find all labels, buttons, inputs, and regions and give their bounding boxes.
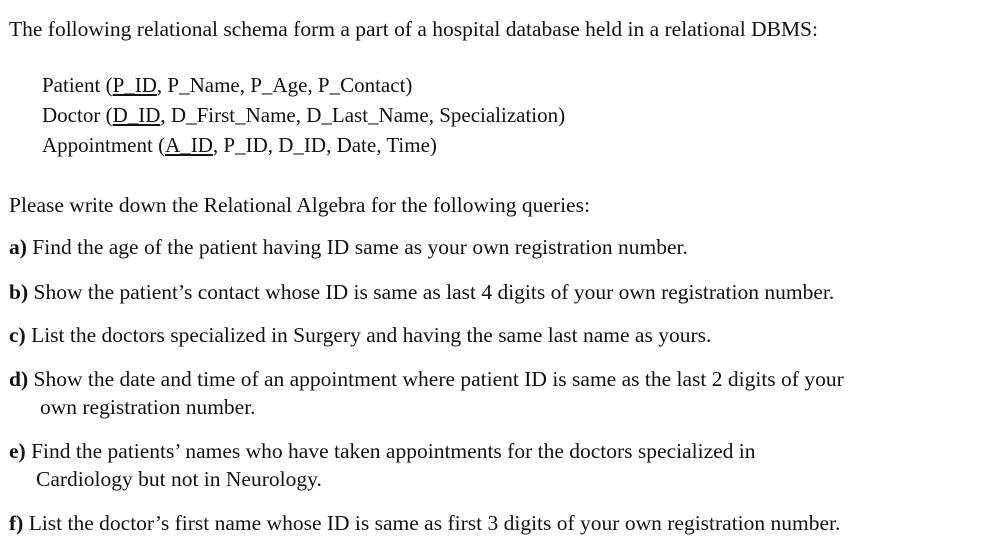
relation-name: Doctor [42,103,101,127]
primary-key: D_ID [112,103,161,127]
schema-doctor: Doctor (D_ID, D_First_Name, D_Last_Name, Specialization) [42,103,566,127]
question-e-continuation: Cardiology but not in Neurology. [36,467,322,491]
question-d-continuation: own registration number. [40,395,256,419]
question-label: b) [9,280,29,304]
instruction-text: Please write down the Relational Algebra for the following queries: [9,193,590,217]
question-d [9,366,844,392]
question-text: Show the patient’s contact whose ID is same as last 4 digits of your own registration number. [28,280,835,304]
attribute-list: , P_ID, D_ID, Date, Time) [212,133,437,157]
question-text: List the doctors specialized in Surgery and having the same last name as yours. [25,323,712,347]
question-text: Find the age of the patient having ID same as your own registration number. [26,235,688,259]
question-e [9,438,756,464]
question-label: e) [9,439,26,463]
question-label: d) [9,367,29,391]
primary-key: P_ID [112,73,157,97]
question-text: Find the patients’ names who have taken appointments for the doctors specialized in [25,439,756,463]
question-label: a) [9,235,27,259]
relation-name: Appointment [42,133,153,157]
intro-text: The following relational schema form a part of a hospital database held in a relational DBMS: [9,17,818,41]
question-a [9,234,688,260]
question-text: List the doctor’s first name whose ID is same as first 3 digits of your own registration number. [23,511,841,535]
schema-patient: Patient (P_ID, P_Name, P_Age, P_Contact) [42,73,413,97]
schema-appointment: Appointment (A_ID, P_ID, D_ID, Date, Time) [42,133,437,157]
primary-key: A_ID [165,133,213,157]
question-label: f) [9,511,24,535]
relation-name: Patient [42,73,101,97]
question-c [9,322,711,348]
question-label: c) [9,323,26,347]
question-f [9,510,840,536]
question-text: Show the date and time of an appointment where patient ID is same as the last 2 digits of your [28,367,844,391]
question-b [9,279,834,305]
attribute-list: , P_Name, P_Age, P_Contact) [156,73,413,97]
attribute-list: , D_First_Name, D_Last_Name, Specialization) [160,103,566,127]
